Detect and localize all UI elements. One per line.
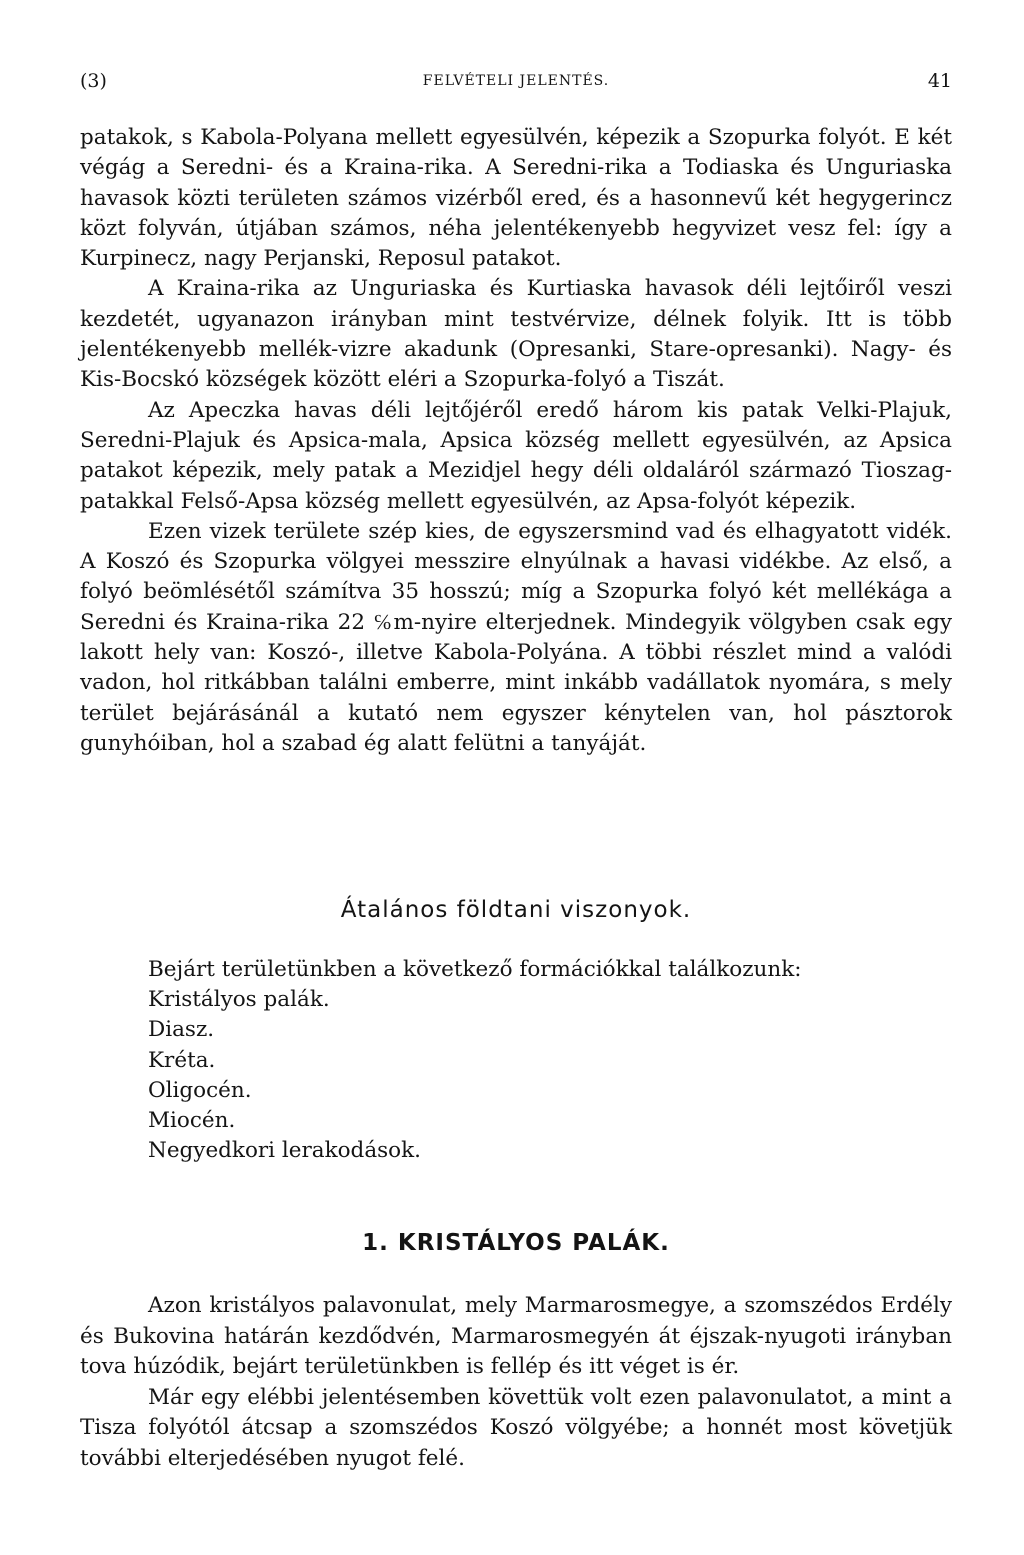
paragraph: patakok, s Kabola-Polyana mellett egyesülvén, képezik a Szopurka folyót. E két végág a Seredni- és a Kraina-rika. A Seredni-rika a Todiaska és Unguriaska havasok közti területen számos vizérből ered, és a hasonnevű két hegygerincz közt folyván, útjában számos, néha jelentékenyebb hegyvizet vesz fel: így a Kurpinecz, nagy Perjanski, Reposul patakot. bbox=[80, 125, 952, 272]
list-item: Negyedkori lerakodások. bbox=[148, 1138, 421, 1164]
paragraph: Már egy elébbi jelentésemben követtük volt ezen palavonulatot, a mint a Tisza folyótól átcsap a szomszédos Koszó völgyébe; a honnét most követjük további elterjedésében nyugot felé. bbox=[80, 1384, 952, 1471]
paragraph: A Kraina-rika az Unguriaska és Kurtiaska havasok déli lejtőiről veszi kezdetét, ugyanazon irányban mint testvérvize, délnek folyik. Itt is több jelentékenyebb mellék-vizre akadunk (Opresanki, Stare-opresanki). Nagy- és Kis-Bocskó községek között eléri a Szopurka-folyó a Tiszát. bbox=[80, 276, 952, 393]
paragraph: Ezen vizek területe szép kies, de egyszersmind vad és elhagyatott vidék. A Koszó és Szopurka völgyei messzire elnyúlnak a havasi vidékbe. Az első, a folyó beömlésétől számítva 35 hosszú; míg a Szopurka folyó két mellékága a Seredni és Kraina-rika 22 ℅m-nyire elterjednek. Mindegyik völgyben csak egy lakott hely van: Koszó-, illetve Kabola-Polyána. A többi részlet mind a valódi vadon, hol ritkábban találni emberre, mint inkább vadállatok nyomára, s mely terület bejárásánál a kutató nem egyszer kénytelen van, hol pásztorok gunyhóiban, hol a szabad ég alatt felütni a tanyáját. bbox=[80, 518, 952, 756]
list-item: Oligocén. bbox=[148, 1077, 252, 1103]
formations-intro: Bejárt területünkben a következő formációkkal találkozunk: bbox=[148, 957, 802, 982]
running-title: FELVÉTELI JELENTÉS. bbox=[422, 73, 610, 89]
body-text bbox=[80, 123, 952, 759]
list-item: Diasz. bbox=[148, 1017, 215, 1043]
list-item: Miocén. bbox=[148, 1108, 236, 1134]
page-ref: (3) bbox=[80, 70, 107, 92]
chapter-title: 1. KRISTÁLYOS PALÁK. bbox=[362, 1230, 670, 1256]
list-item: Kristályos palák. bbox=[148, 987, 330, 1012]
page-number: 41 bbox=[927, 70, 952, 92]
paragraph: Az Apeczka havas déli lejtőjéről eredő három kis patak Velki-Plajuk, Seredni-Plajuk és Apsica-mala, Apsica község mellett egyesülvén, az Apsica patakot képezik, mely patak a Mezidjel hegy déli oldaláról származó Tioszag-patakkal Felső-Apsa község mellett egyesülvén, az Apsa-folyót képezik. bbox=[80, 397, 952, 514]
section-title: Átalános földtani viszonyok. bbox=[340, 897, 692, 923]
running-header bbox=[80, 70, 952, 100]
chapter-body bbox=[80, 1291, 952, 1474]
formations-list bbox=[148, 985, 848, 1167]
list-item: Kréta. bbox=[148, 1047, 216, 1073]
paragraph: Azon kristályos palavonulat, mely Marmarosmegye, a szomszédos Erdély és Bukovina határán kezdődvén, Marmarosmegyén át éjszak-nyugoti irányban tova húzódik, bejárt területünkben is fellép és itt véget is ér. bbox=[80, 1293, 952, 1379]
